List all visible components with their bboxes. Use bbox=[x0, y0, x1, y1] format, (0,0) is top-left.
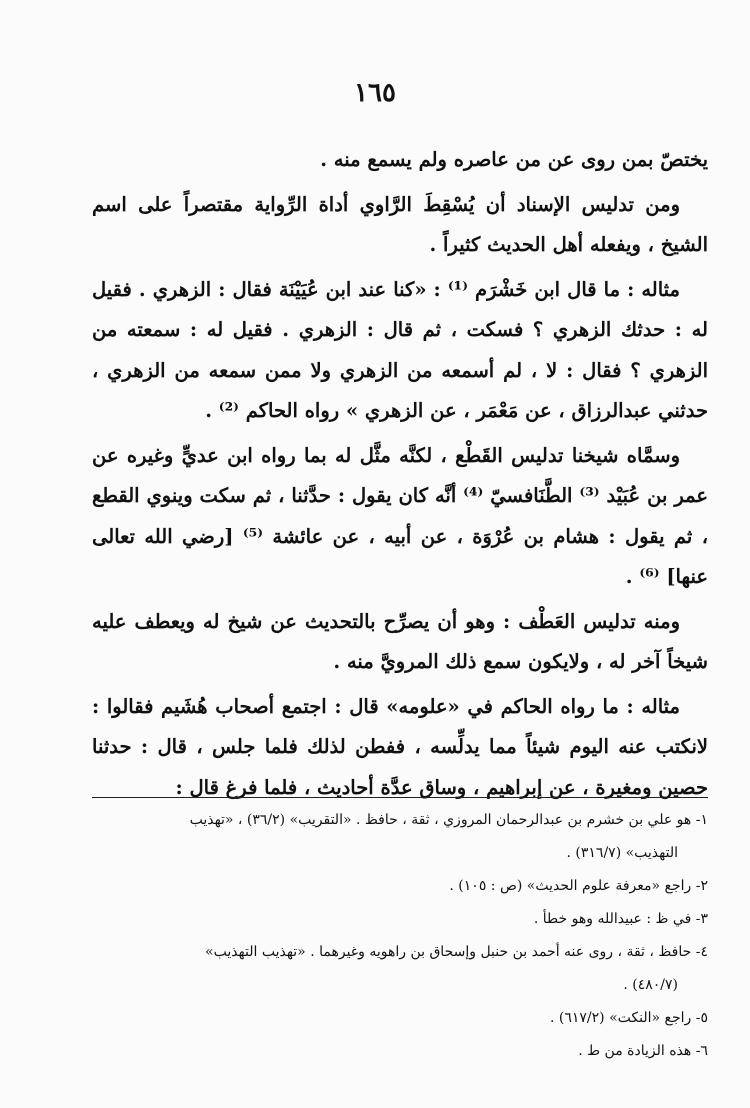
footnote-line: (٤٨٠/٧) . bbox=[623, 977, 678, 993]
paragraph: ومنه تدليس العَطْف : وهو أن يصرِّح بالتحديث عن شيخ له ويعطف عليه شيخاً آخر له ، ولايكون سمع ذلك المرويَّ منه . bbox=[92, 609, 708, 673]
footnote-line: ١- هو علي بن خشرم بن عبدالرحمان المروزي ، ثقة ، حافظ . «التقريب» (٣٦/٢) ، «تهذيب bbox=[189, 812, 708, 828]
footnote-line: التهذيب» (٣١٦/٧) . bbox=[566, 845, 678, 861]
footnote-line: ٣- في ظ : عبيدالله وهو خطأ . bbox=[533, 911, 708, 927]
paragraph: وسمَّاه شيخنا تدليس القَطْع ، لكنَّه مثَّل له بما رواه ابن عديٍّ وغيره عن عمر بن عُبَيْد ⁽³⁾ الطَّنَافسيّ ⁽⁴⁾ أنَّه كان يقول : حدَّثنا ، ثم سكت وينوي القطع ، ثم يقول : هشام بن عُرْوَة ، عن أبيه ، عن عائشة ⁽⁵⁾ [رضي الله تعالى عنها] ⁽⁶⁾ . bbox=[92, 443, 708, 588]
main-text bbox=[92, 140, 708, 812]
paragraph: ومن تدليس الإسناد أن يُسْقِطَ الرَّاوي أداة الرِّواية مقتصراً على اسم الشيخ ، ويفعله أهل الحديث كثيراً . bbox=[92, 192, 708, 256]
page-number: ١٦٥ bbox=[354, 78, 396, 108]
footnote-divider bbox=[92, 797, 708, 798]
footnote-line: ٤- حافظ ، ثقة ، روى عنه أحمد بن حنبل وإسحاق بن راهويه وغيرهما . «تهذيب التهذيب» bbox=[205, 944, 708, 960]
paragraph: مثاله : ما قال ابن خَشْرَم ⁽¹⁾ : «كنا عند ابن عُيَيْنَة فقال : الزهري . فقيل له : حدثك الزهري ؟ فسكت ، ثم قال : الزهري . فقيل له : سمعته من الزهري ؟ فقال : لا ، لم أسمعه من الزهري ولا ممن سمعه من الزهري ، حدثني عبدالرزاق ، عن مَعْمَر ، عن الزهري » رواه الحاكم ⁽²⁾ . bbox=[92, 277, 708, 422]
paragraph: مثاله : ما رواه الحاكم في «علومه» قال : اجتمع أصحاب هُشَيم فقالوا : لانكتب عنه اليوم شيئاً مما يدلِّسه ، ففطن لذلك فلما جلس ، قال : حدثنا حصين ومغيرة ، عن إبراهيم ، وساق عدَّة أحاديث ، فلما فرغ قال : bbox=[92, 694, 708, 799]
footnotes bbox=[92, 806, 708, 1070]
footnote-line: ٢- راجع «معرفة علوم الحديث» (ص : ١٠٥) . bbox=[449, 878, 708, 894]
footnote-line: ٥- راجع «النكت» (٦١٧/٢) . bbox=[550, 1010, 708, 1026]
footnote-line: ٦- هذه الزيادة من ط . bbox=[578, 1043, 708, 1059]
paragraph: يختصّ بمن روى عن من عاصره ولم يسمع منه . bbox=[320, 148, 708, 171]
